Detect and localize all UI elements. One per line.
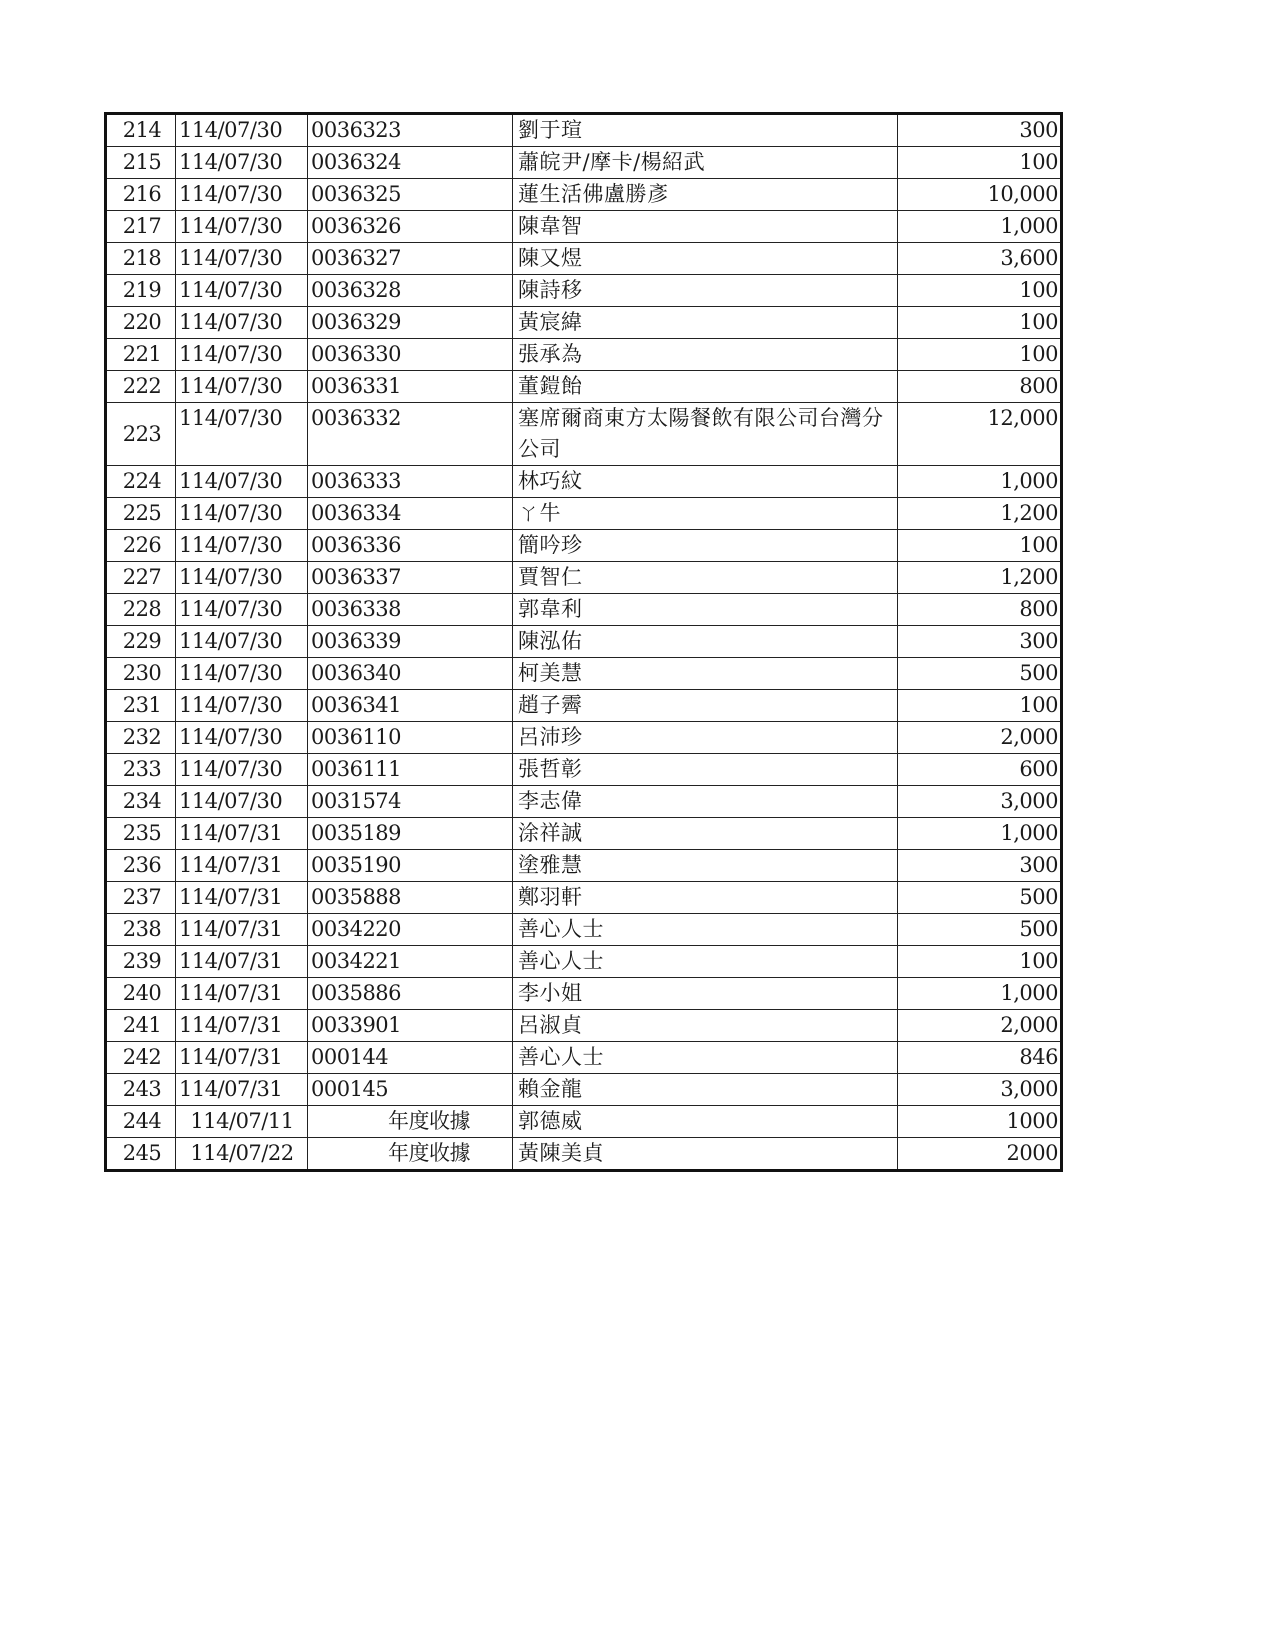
row-number: 218 [106,243,176,275]
row-number: 217 [106,211,176,243]
row-receipt-number: 0034221 [308,946,513,978]
table-row [106,403,1062,466]
table-row [106,1106,1062,1138]
row-donor-name: 陳又煜 [513,243,898,275]
row-amount: 800 [898,594,1062,626]
row-donor-name: 涂祥誠 [513,818,898,850]
row-donor-name: 簡吟珍 [513,530,898,562]
table-row [106,211,1062,243]
row-amount: 500 [898,914,1062,946]
row-date: 114/07/31 [176,978,308,1010]
row-date: 114/07/30 [176,275,308,307]
row-donor-name: 呂沛珍 [513,722,898,754]
table-row [106,1074,1062,1106]
row-date: 114/07/11 [176,1106,308,1138]
row-amount: 3,000 [898,1074,1062,1106]
ledger-body [106,114,1062,1171]
row-number: 239 [106,946,176,978]
row-amount: 600 [898,754,1062,786]
row-receipt-number: 0036324 [308,147,513,179]
row-donor-name: 陳泓佑 [513,626,898,658]
row-amount: 300 [898,114,1062,147]
table-row [106,1010,1062,1042]
row-receipt-number: 0036339 [308,626,513,658]
table-row [106,339,1062,371]
table-row [106,243,1062,275]
table-row [106,466,1062,498]
table-row [106,818,1062,850]
row-amount: 1,000 [898,466,1062,498]
row-number: 220 [106,307,176,339]
row-number: 231 [106,690,176,722]
row-date: 114/07/30 [176,147,308,179]
row-amount: 800 [898,371,1062,403]
row-date: 114/07/30 [176,466,308,498]
row-amount: 100 [898,275,1062,307]
row-donor-name: 董鎧飴 [513,371,898,403]
row-receipt-number: 0036327 [308,243,513,275]
row-receipt-number: 年度收據 [308,1106,513,1138]
row-date: 114/07/31 [176,946,308,978]
row-donor-name: 郭德威 [513,1106,898,1138]
row-donor-name: 劉于瑄 [513,114,898,147]
row-amount: 100 [898,307,1062,339]
row-number: 222 [106,371,176,403]
row-date: 114/07/30 [176,179,308,211]
row-receipt-number: 0036337 [308,562,513,594]
row-receipt-number: 0035190 [308,850,513,882]
row-receipt-number: 0036341 [308,690,513,722]
row-amount: 1,200 [898,562,1062,594]
row-date: 114/07/30 [176,403,308,466]
row-receipt-number: 0036111 [308,754,513,786]
row-number: 242 [106,1042,176,1074]
row-date: 114/07/30 [176,690,308,722]
table-row [106,658,1062,690]
row-number: 221 [106,339,176,371]
row-date: 114/07/31 [176,1010,308,1042]
table-row [106,882,1062,914]
row-number: 214 [106,114,176,147]
row-number: 229 [106,626,176,658]
row-receipt-number: 000144 [308,1042,513,1074]
table-row [106,307,1062,339]
table-row [106,946,1062,978]
table-row [106,1042,1062,1074]
table-row [106,594,1062,626]
row-donor-name: 賴金龍 [513,1074,898,1106]
row-donor-name: 黃宸緯 [513,307,898,339]
row-amount: 1000 [898,1106,1062,1138]
table-row [106,754,1062,786]
table-row [106,722,1062,754]
row-donor-name: ㄚ牛 [513,498,898,530]
table-row [106,850,1062,882]
row-receipt-number: 0036338 [308,594,513,626]
row-donor-name: 鄭羽軒 [513,882,898,914]
row-donor-name: 李志偉 [513,786,898,818]
row-date: 114/07/31 [176,818,308,850]
row-donor-name: 塗雅慧 [513,850,898,882]
row-date: 114/07/30 [176,530,308,562]
table-row [106,786,1062,818]
row-donor-name: 善心人士 [513,914,898,946]
row-amount: 1,200 [898,498,1062,530]
table-row [106,275,1062,307]
table-row [106,179,1062,211]
row-date: 114/07/30 [176,211,308,243]
row-donor-name: 蕭皖尹/摩卡/楊紹武 [513,147,898,179]
row-receipt-number: 0036332 [308,403,513,466]
row-amount: 12,000 [898,403,1062,466]
row-date: 114/07/31 [176,1042,308,1074]
row-number: 236 [106,850,176,882]
row-amount: 846 [898,1042,1062,1074]
row-number: 215 [106,147,176,179]
row-amount: 100 [898,690,1062,722]
row-number: 234 [106,786,176,818]
row-receipt-number: 0036326 [308,211,513,243]
row-number: 232 [106,722,176,754]
table-row [106,978,1062,1010]
row-number: 243 [106,1074,176,1106]
row-date: 114/07/30 [176,307,308,339]
row-receipt-number: 0036110 [308,722,513,754]
row-receipt-number: 0036323 [308,114,513,147]
row-receipt-number: 0036334 [308,498,513,530]
row-number: 216 [106,179,176,211]
row-number: 219 [106,275,176,307]
donation-ledger-table [104,112,1063,1172]
row-date: 114/07/30 [176,498,308,530]
row-donor-name: 黃陳美貞 [513,1138,898,1171]
row-number: 245 [106,1138,176,1171]
row-donor-name: 善心人士 [513,946,898,978]
row-date: 114/07/30 [176,114,308,147]
table-row [106,562,1062,594]
row-amount: 100 [898,946,1062,978]
row-number: 233 [106,754,176,786]
table-row [106,626,1062,658]
row-number: 230 [106,658,176,690]
row-amount: 100 [898,147,1062,179]
table-row [106,914,1062,946]
row-donor-name: 蓮生活佛盧勝彥 [513,179,898,211]
row-amount: 300 [898,850,1062,882]
row-number: 227 [106,562,176,594]
row-receipt-number: 0036325 [308,179,513,211]
row-amount: 2,000 [898,722,1062,754]
row-amount: 10,000 [898,179,1062,211]
row-number: 224 [106,466,176,498]
row-amount: 100 [898,339,1062,371]
row-amount: 2000 [898,1138,1062,1171]
row-amount: 500 [898,882,1062,914]
row-number: 226 [106,530,176,562]
row-receipt-number: 0035886 [308,978,513,1010]
row-donor-name: 張承為 [513,339,898,371]
row-receipt-number: 0035888 [308,882,513,914]
row-donor-name: 趙子霽 [513,690,898,722]
row-donor-name: 賈智仁 [513,562,898,594]
row-receipt-number: 0033901 [308,1010,513,1042]
row-number: 228 [106,594,176,626]
row-donor-name: 塞席爾商東方太陽餐飲有限公司台灣分公司 [513,403,898,466]
row-date: 114/07/31 [176,914,308,946]
table-row [106,690,1062,722]
row-number: 241 [106,1010,176,1042]
row-receipt-number: 000145 [308,1074,513,1106]
row-receipt-number: 0036328 [308,275,513,307]
row-receipt-number: 0031574 [308,786,513,818]
row-donor-name: 林巧紋 [513,466,898,498]
row-number: 225 [106,498,176,530]
row-donor-name: 張哲彰 [513,754,898,786]
row-date: 114/07/30 [176,626,308,658]
row-receipt-number: 0036340 [308,658,513,690]
table-row [106,371,1062,403]
row-number: 235 [106,818,176,850]
row-number: 238 [106,914,176,946]
row-donor-name: 善心人士 [513,1042,898,1074]
row-receipt-number: 0036329 [308,307,513,339]
row-date: 114/07/30 [176,754,308,786]
row-amount: 1,000 [898,818,1062,850]
row-date: 114/07/22 [176,1138,308,1171]
table-row [106,114,1062,147]
row-receipt-number: 0036331 [308,371,513,403]
row-date: 114/07/31 [176,882,308,914]
row-date: 114/07/30 [176,371,308,403]
row-amount: 2,000 [898,1010,1062,1042]
row-donor-name: 郭韋利 [513,594,898,626]
table-row [106,530,1062,562]
row-number: 223 [106,403,176,466]
row-receipt-number: 0034220 [308,914,513,946]
row-amount: 1,000 [898,978,1062,1010]
row-receipt-number: 0035189 [308,818,513,850]
row-date: 114/07/31 [176,850,308,882]
row-receipt-number: 0036330 [308,339,513,371]
row-donor-name: 呂淑貞 [513,1010,898,1042]
table-row [106,1138,1062,1171]
row-date: 114/07/30 [176,339,308,371]
row-number: 237 [106,882,176,914]
row-donor-name: 陳韋智 [513,211,898,243]
row-receipt-number: 0036333 [308,466,513,498]
row-receipt-number: 年度收據 [308,1138,513,1171]
donation-ledger-sheet [104,112,1060,1172]
row-amount: 500 [898,658,1062,690]
row-donor-name: 陳詩移 [513,275,898,307]
row-amount: 300 [898,626,1062,658]
row-amount: 3,000 [898,786,1062,818]
table-row [106,498,1062,530]
row-date: 114/07/30 [176,562,308,594]
row-number: 244 [106,1106,176,1138]
row-date: 114/07/30 [176,786,308,818]
row-date: 114/07/30 [176,243,308,275]
row-date: 114/07/31 [176,1074,308,1106]
row-date: 114/07/30 [176,722,308,754]
row-donor-name: 李小姐 [513,978,898,1010]
row-amount: 100 [898,530,1062,562]
row-amount: 3,600 [898,243,1062,275]
row-date: 114/07/30 [176,594,308,626]
row-number: 240 [106,978,176,1010]
row-amount: 1,000 [898,211,1062,243]
row-date: 114/07/30 [176,658,308,690]
row-receipt-number: 0036336 [308,530,513,562]
row-donor-name: 柯美慧 [513,658,898,690]
table-row [106,147,1062,179]
